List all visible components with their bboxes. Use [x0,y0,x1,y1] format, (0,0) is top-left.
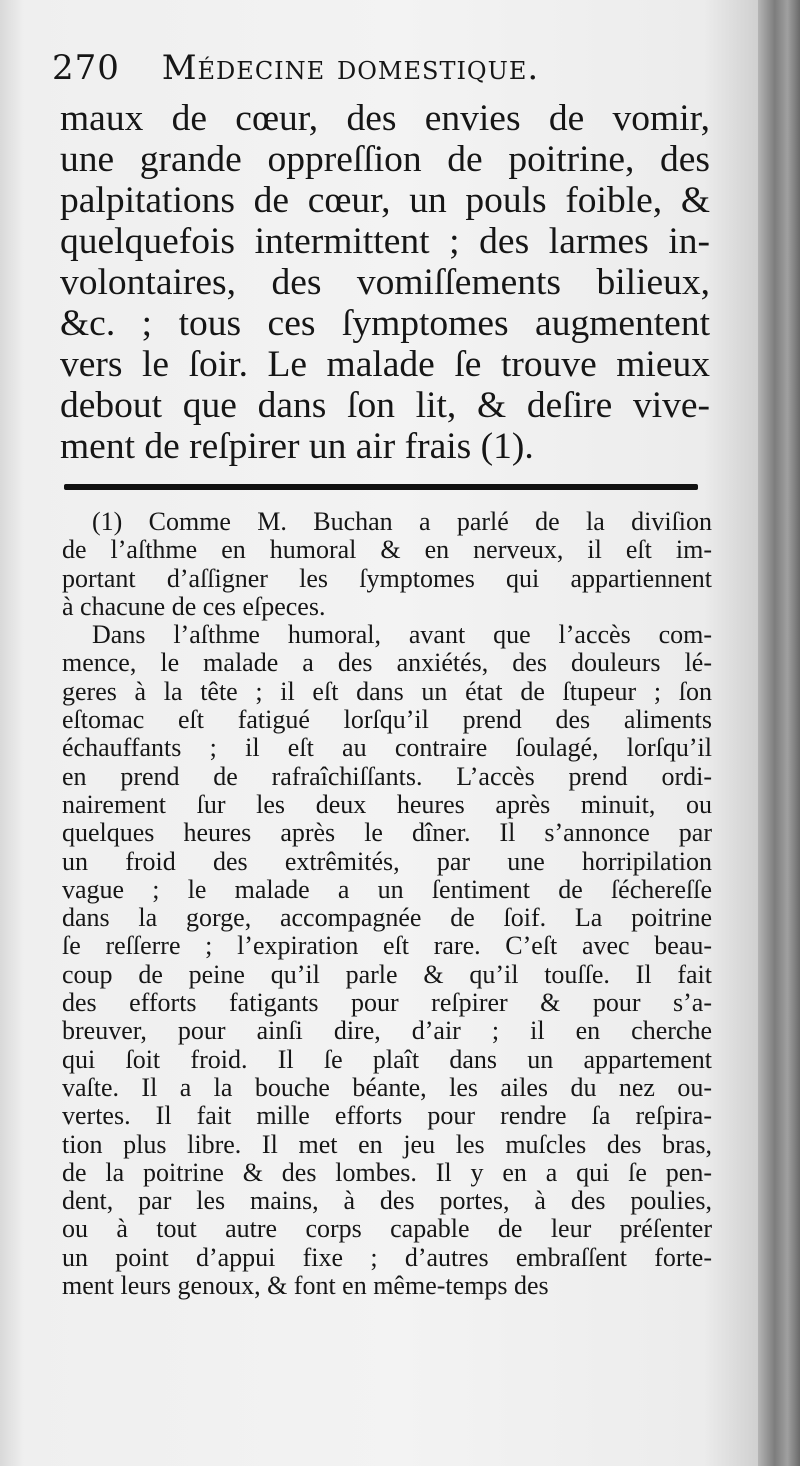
running-header [52,48,712,88]
main-line: maux de cœur, des envies de vomir, [60,98,710,139]
note-line: ſe reſſerre ; l’expiration eſt rare. C’eſt avec beau- [62,931,712,961]
note-line: portant d’aſſigner les ſymptomes qui appartiennent [62,563,712,593]
main-line: palpitations de cœur, un pouls foible, & [60,180,710,221]
note-line: breuver, pour ainſi dire, d’air ; il en cherche [62,1016,712,1046]
note-line: vertes. Il fait mille efforts pour rendre ſa reſpira- [62,1101,712,1131]
note-line: échauffants ; il eſt au contraire ſoulagé, lorſqu’il [62,733,712,763]
note-line: dent, par les mains, à des portes, à des poulies, [62,1186,712,1216]
footnote-text [62,508,712,1300]
main-line: &c. ; tous ces ſymptomes augmentent [60,303,710,344]
main-line: volontaires, des vomiſſements bilieux, [60,262,710,303]
note-line: mence, le malade a des anxiétés, des douleurs lé- [62,648,712,678]
note-line: de la poitrine & des lombes. Il y en a qui ſe pen- [62,1157,712,1187]
main-line: debout que dans ſon lit, & deſire vive- [60,385,710,426]
note-line: eſtomac eſt fatigué lorſqu’il prend des aliments [62,705,712,735]
note-line: dans la gorge, accompagnée de ſoif. La poitrine [62,903,712,933]
footnote-rule [64,484,698,490]
main-line: vers le ſoir. Le malade ſe trouve mieux [60,344,710,385]
note-line: (1) Comme M. Buchan a parlé de la diviſion [92,507,712,536]
main-line: quelquefois intermittent ; des larmes in- [60,221,710,262]
note-line: quelques heures après le dîner. Il s’annonce par [62,818,712,848]
main-line: une grande oppreſſion de poitrine, des [60,139,710,180]
note-line: tion plus libre. Il met en jeu les muſcles des bras, [62,1129,712,1159]
note-line: coup de peine qu’il parle & qu’il touſſe. Il fait [62,959,712,989]
note-line: ment leurs genoux, & font en même-temps des [62,1271,549,1301]
page-number: 270 [52,48,120,88]
main-line: ment de reſpirer un air frais (1). [60,426,534,467]
note-line: geres à la tête ; il eſt dans un état de ſtupeur ; ſon [62,676,712,706]
running-title: Médecine domestique. [161,48,540,88]
note-line: à chacune de ces eſpeces. [62,591,326,621]
note-line: qui ſoit froid. Il ſe plaît dans un appartement [62,1044,712,1074]
main-text [60,98,710,467]
note-line: en prend de rafraîchiſſants. L’accès prend ordi- [62,761,712,791]
note-line: des efforts fatigants pour reſpirer & pour s’a- [62,988,712,1018]
note-line: vaſte. Il a la bouche béante, les ailes du nez ou- [62,1072,712,1102]
note-line: vague ; le malade a un ſentiment de ſéchereſſe [62,874,712,904]
note-line: nairement ſur les deux heures après minuit, ou [62,789,712,819]
note-line: un point d’appui fixe ; d’autres embraſſent forte- [62,1242,712,1272]
note-line: un froid des extrêmités, par une horripilation [62,846,712,876]
note-line: Dans l’aſthme humoral, avant que l’accès com- [92,620,712,650]
page-gutter-shadow [758,0,800,1466]
note-line: ou à tout autre corps capable de leur préſenter [62,1214,712,1244]
note-line: de l’aſthme en humoral & en nerveux, il eſt im- [62,535,712,565]
